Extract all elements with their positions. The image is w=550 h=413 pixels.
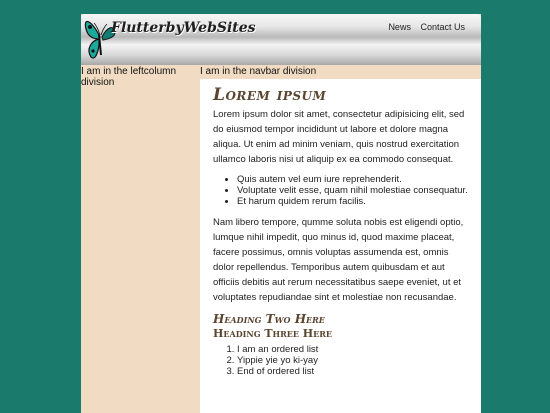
nav-link-contact-us[interactable]: Contact Us [420, 22, 465, 32]
top-nav [381, 22, 465, 32]
list-item: • Voluptate velit esse, quam nihil molestiae consequatur. [237, 185, 471, 196]
site-logo-text: FlutterbyWebSites [111, 20, 256, 36]
list-item: 2. Yippie yie yo ki-yay [237, 355, 471, 366]
ordered-list [213, 344, 471, 377]
heading-two: Heading Two Here [213, 312, 325, 326]
page-title: Lorem ipsum [213, 85, 327, 105]
page-wrapper [81, 14, 481, 413]
list-item: 1. I am an ordered list [237, 344, 471, 355]
paragraph: Nam libero tempore, qumme soluta nobis est eligendi optio, lumque nihil impedit, quo minus id, quod maxime placeat, facere possimus, omnis voluptas assumenda est, omnis dolor repellendus. Temporibus autem quibusdam et aut officiis debitis aut rerum necessitatibus saepe eveniet, ut et voluptates repudiandae sint et molestiae non recusandae. [213, 217, 464, 303]
main-content [200, 79, 481, 413]
site-header [81, 14, 481, 65]
list-item: • Et harum quidem rerum facilis. [237, 196, 471, 207]
bullet-list [213, 174, 471, 207]
list-item: • Quis autem vel eum iure reprehenderit. [237, 174, 471, 185]
paragraph: Lorem ipsum dolor sit amet, consectetur adipisicing elit, sed do eiusmod tempor incididunt ut labore et dolore magna aliqua. Ut enim ad minim veniam, quis nostrud exercitation ullamco laboris nisi ut aliquip ex ea commodo consequat. [213, 109, 465, 165]
navbar-division: I am in the navbar division [200, 66, 317, 77]
list-item: 3. End of ordered list [237, 366, 471, 377]
heading-three: Heading Three Here [213, 327, 333, 340]
left-column: I am in the leftcolumn division [81, 66, 177, 88]
nav-link-news[interactable]: News [388, 22, 411, 32]
